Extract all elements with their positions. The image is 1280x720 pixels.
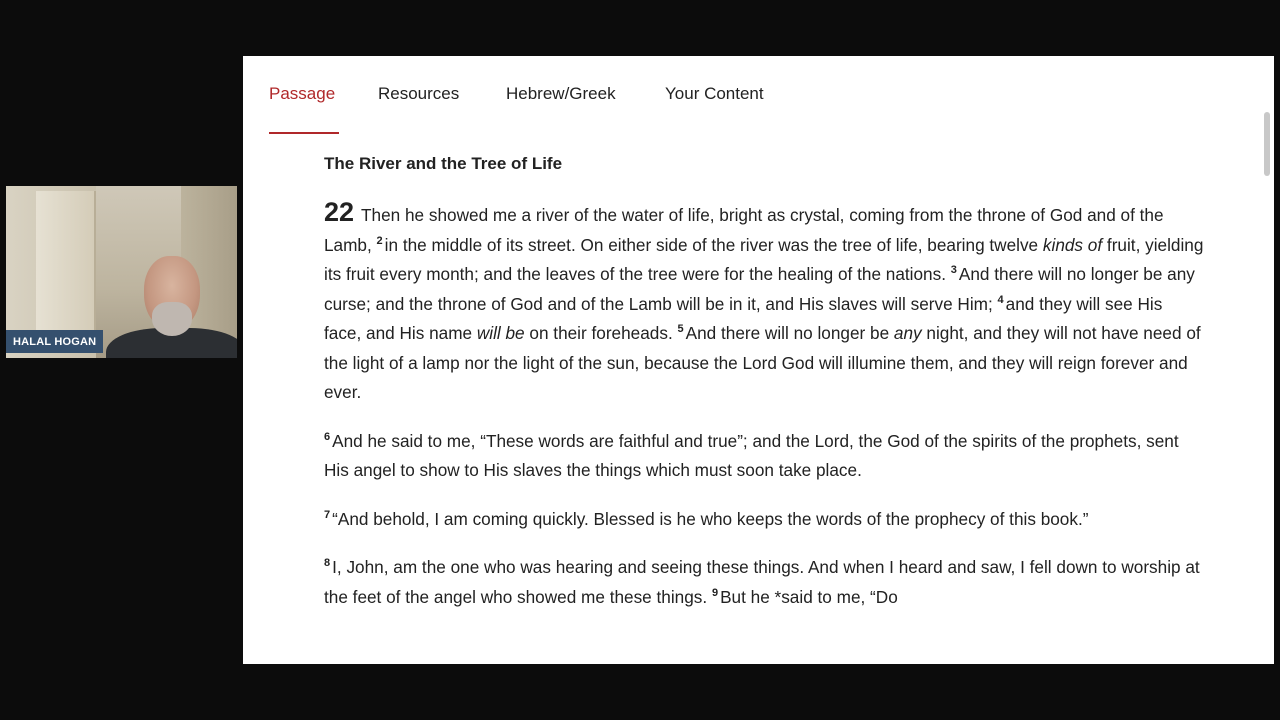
participant-figure-beard	[152, 302, 192, 336]
passage-paragraph	[324, 198, 1204, 408]
scrollbar-thumb[interactable]	[1264, 112, 1270, 176]
verse-text: But he *said to me, “Do	[720, 586, 898, 607]
verse-text-italic: will be	[476, 323, 525, 343]
participant-name-tag: HALAL HOGAN	[6, 330, 103, 353]
verse-text: in the middle of its street. On either side of the river was the tree of life, bearing twelve	[384, 234, 1043, 255]
tab-resources[interactable]: Resources	[378, 84, 460, 103]
verse-number[interactable]: 8	[324, 557, 331, 569]
verse-text: And there will no longer be	[685, 323, 894, 343]
verse-number[interactable]: 7	[324, 508, 331, 521]
verse-number[interactable]: 3	[950, 264, 957, 276]
verse-text-italic: any	[893, 323, 922, 343]
verse-number[interactable]: 2	[376, 234, 383, 247]
verse-text: night, and they will not have need of the light of a lamp nor the light of the sun, because the Lord God will illumine them, and they will reign forever and ever.	[324, 323, 1201, 402]
tab-passage[interactable]: Passage	[269, 84, 336, 103]
verse-number[interactable]: 4	[997, 293, 1004, 306]
verse-text-italic: kinds of	[1042, 234, 1103, 255]
passage-paragraph	[324, 505, 1204, 535]
passage-paragraph	[324, 427, 1204, 486]
verse-text: fruit, yielding its fruit every month; and the leaves of the tree were for the healing of the nations.	[324, 234, 1204, 284]
verse-text: “And behold, I am coming quickly. Blessed is he who keeps the words of the prophecy of this book.”	[332, 508, 1089, 529]
passage-panel	[243, 56, 1274, 664]
verse-text: And there will no longer be any curse; and the throne of God and of the Lamb will be in it, and His slaves will serve Him;	[324, 264, 1195, 314]
active-tab-indicator	[269, 132, 339, 134]
verse-text: And he said to me, “These words are faithful and true”; and the Lord, the God of the spirits of the prophets, sent His angel to show to His slaves the things which must soon take place.	[324, 430, 1179, 480]
verse-number[interactable]: 6	[324, 430, 331, 443]
chapter-number: 22	[324, 197, 355, 227]
verse-text: and they will see His face, and His name	[324, 293, 1163, 343]
passage-paragraph	[324, 553, 1204, 612]
verse-text: Then he showed me a river of the water of life, bright as crystal, coming from the throne of God and of the Lamb,	[324, 205, 1164, 255]
tab-hebrew-greek[interactable]: Hebrew/Greek	[506, 84, 616, 103]
tab-your-content[interactable]: Your Content	[665, 84, 764, 103]
tab-bar	[243, 56, 1274, 136]
verse-text: I, John, am the one who was hearing and seeing these things. And when I heard and saw, I fell down to worship at the feet of the angel who showed me these things.	[324, 557, 1200, 607]
video-background-door	[36, 191, 96, 341]
verse-text: on their foreheads.	[524, 323, 678, 343]
verse-number[interactable]: 9	[711, 586, 719, 599]
passage-content	[324, 152, 1204, 631]
verse-number[interactable]: 5	[677, 323, 684, 335]
passage-heading: The River and the Tree of Life	[324, 154, 563, 173]
